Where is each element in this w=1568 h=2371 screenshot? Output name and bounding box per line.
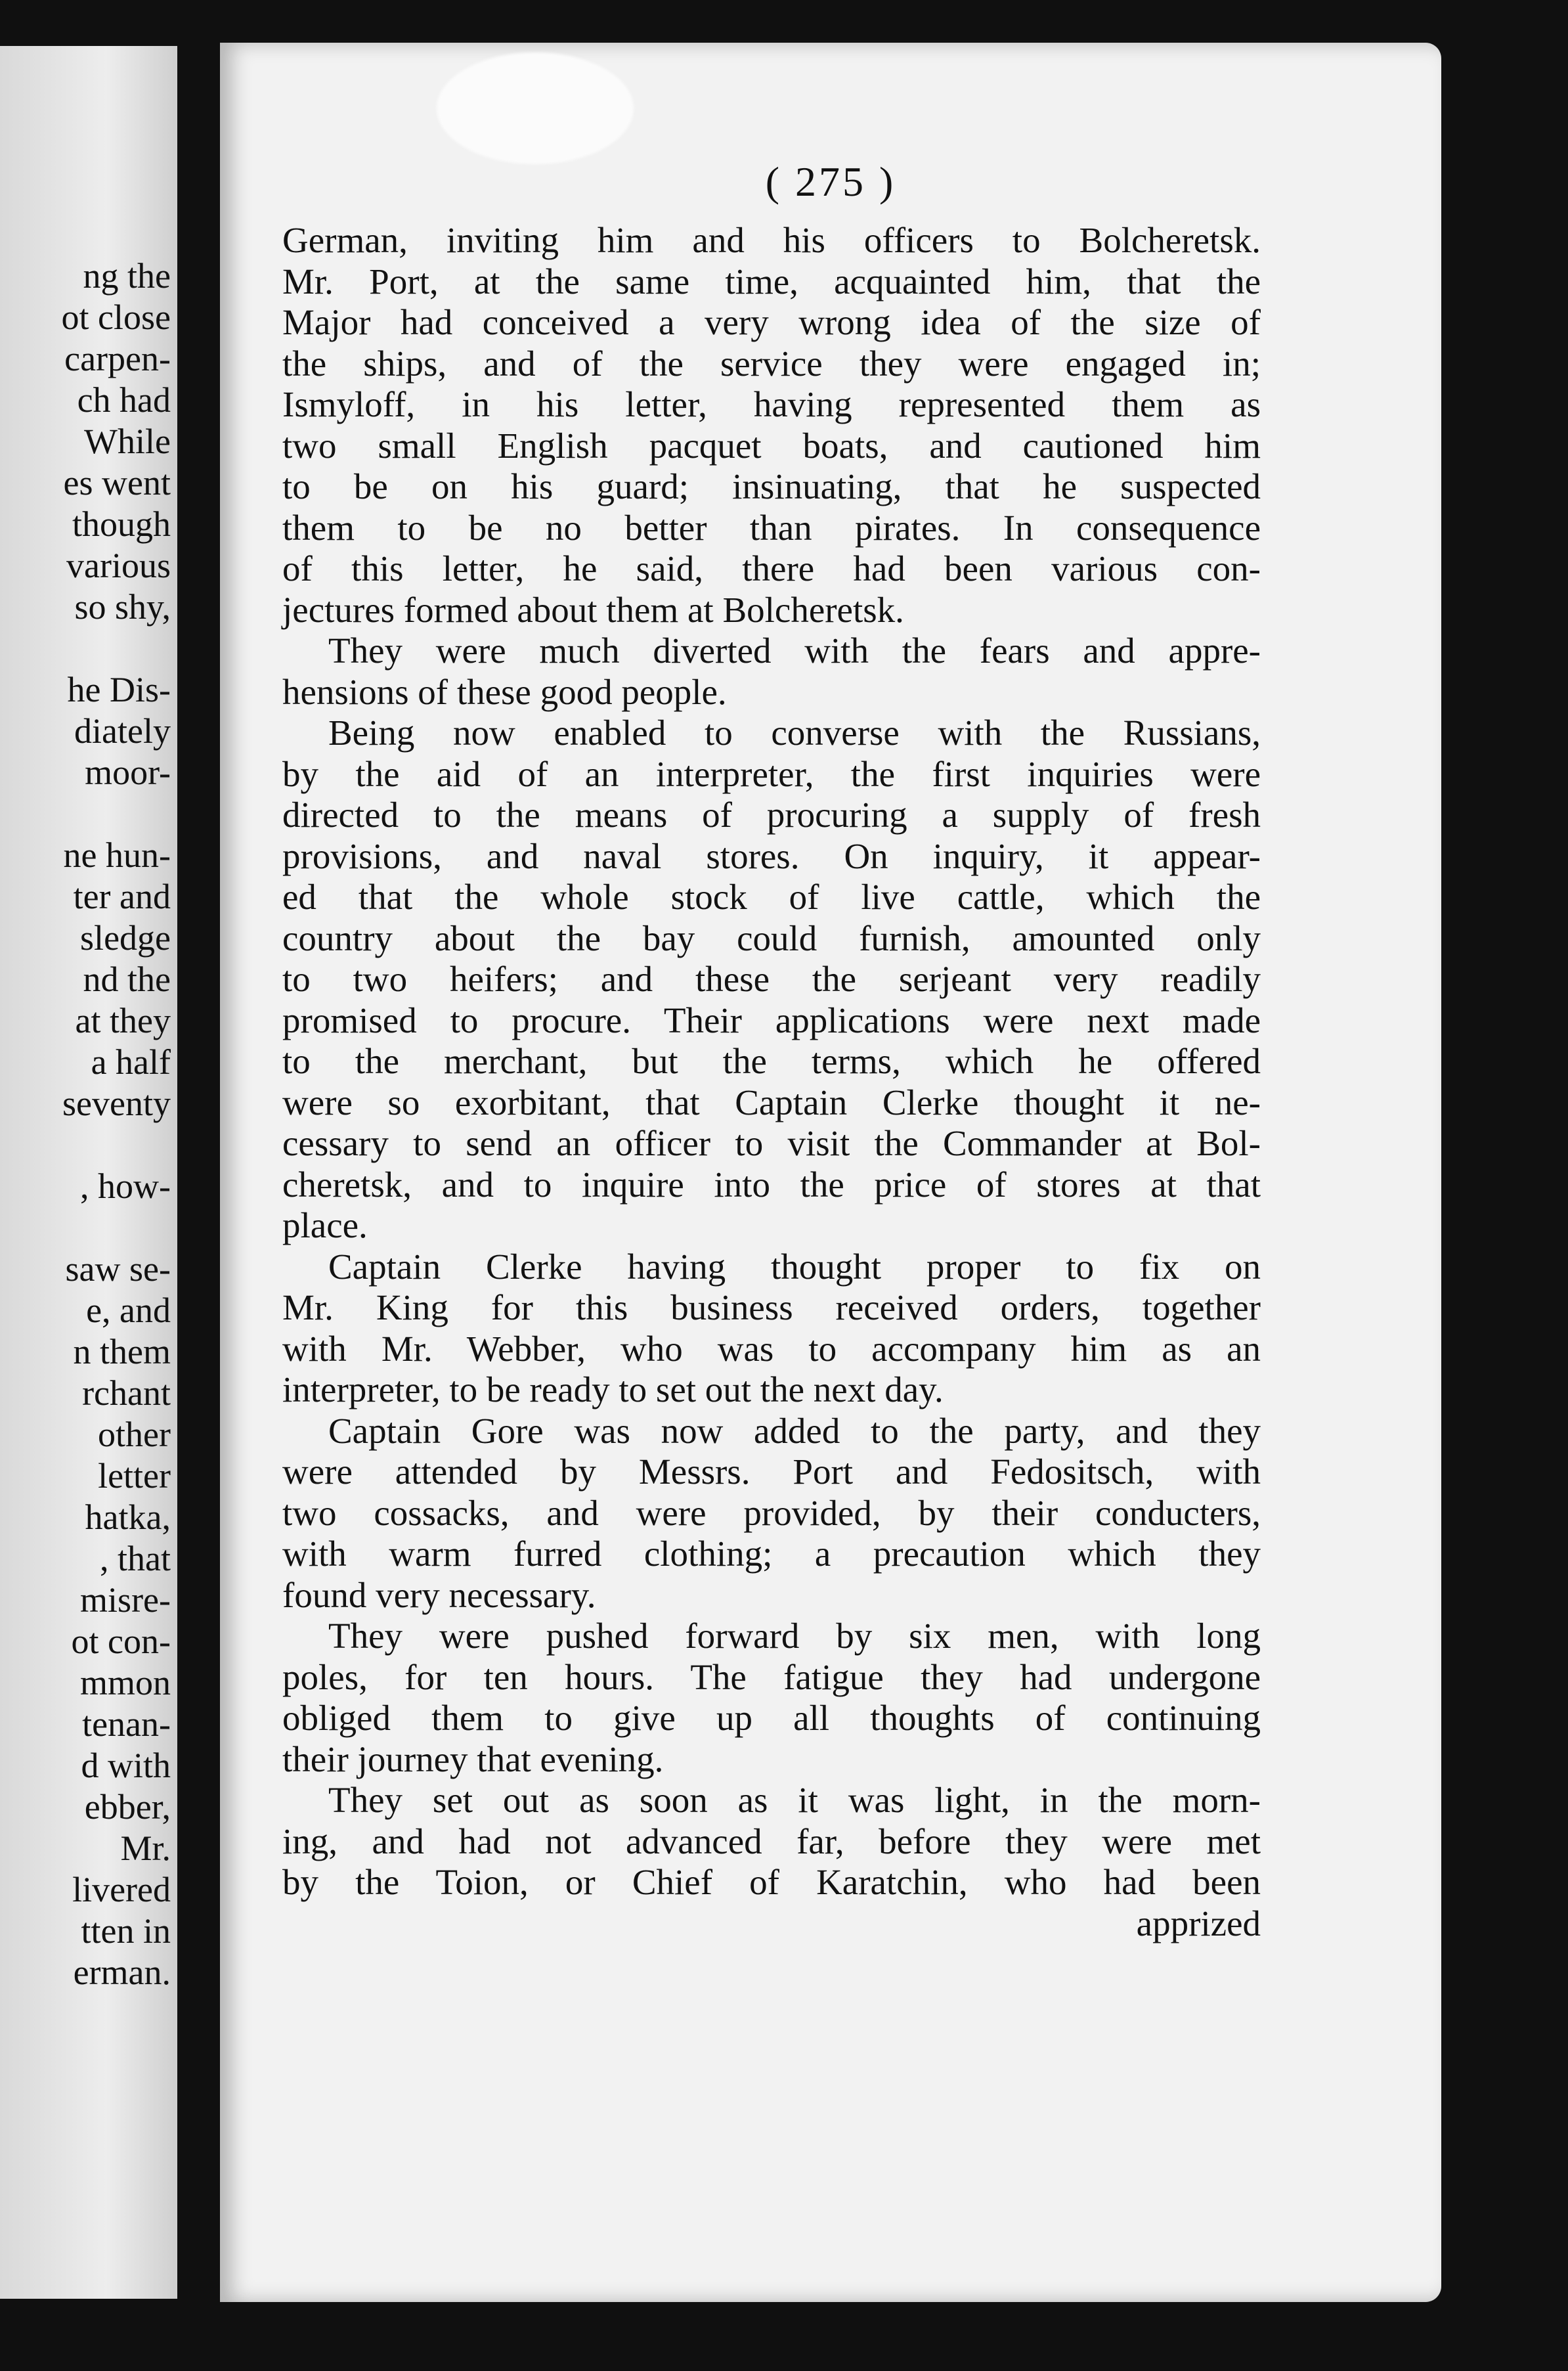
text-line: country about the bay could furnish, amounted only (282, 918, 1261, 958)
text-line: jectures formed about them at Bolcheretsk. (282, 589, 904, 630)
text-line: Mr. Port, at the same time, acquainted him, that the (282, 261, 1261, 301)
text-line: ed that the whole stock of live cattle, which the (282, 877, 1261, 917)
text-line: interpreter, to be ready to set out the next day. (282, 1369, 944, 1409)
text-line: Major had conceived a very wrong idea of the size of (282, 302, 1261, 342)
left-page-fragment: ch had (77, 380, 171, 420)
text-line: promised to procure. Their applications were next made (282, 1000, 1261, 1040)
left-page-fragment: tenan- (82, 1704, 171, 1744)
text-line: Being now enabled to converse with the Russians, (328, 713, 1261, 753)
left-page-fragment: d with (81, 1746, 171, 1785)
text-line: Captain Gore was now added to the party, and they (328, 1410, 1261, 1451)
text-line: ing, and had not advanced far, before they were met (282, 1821, 1261, 1861)
text-line: provisions, and naval stores. On inquiry, it appear- (282, 835, 1261, 876)
text-line: cessary to send an officer to visit the Commander at Bol- (282, 1123, 1261, 1163)
left-page-fragment: at they (75, 1001, 171, 1040)
left-page-fragment: es went (63, 463, 171, 502)
text-line: with Mr. Webber, who was to accompany him as an (282, 1328, 1261, 1369)
left-page-fragment: Mr. (120, 1828, 171, 1868)
text-line: of this letter, he said, there had been various con- (282, 548, 1261, 588)
text-line: cheretsk, and to inquire into the price of stores at that (282, 1164, 1261, 1205)
left-page-fragment: livered (72, 1870, 171, 1909)
text-line: Captain Clerke having thought proper to fix on (328, 1246, 1261, 1287)
text-line: They were much diverted with the fears and appre- (328, 631, 1261, 671)
text-line: by the aid of an interpreter, the first inquiries were (282, 753, 1261, 794)
left-page-fragment: n them (73, 1332, 171, 1371)
text-line: with warm furred clothing; a precaution which they (282, 1534, 1261, 1574)
left-page-fragment: , how- (80, 1166, 171, 1206)
left-page-fragment: a half (91, 1042, 171, 1082)
left-page-fragment: saw se- (65, 1249, 171, 1289)
text-line: to be on his guard; insinuating, that he suspected (282, 466, 1261, 506)
left-page-fragment: diately (74, 711, 171, 751)
text-line: Mr. King for this business received orders, together (282, 1287, 1261, 1327)
text-line: their journey that evening. (282, 1739, 664, 1779)
text-line: to two heifers; and these the serjeant very readily (282, 959, 1261, 999)
left-page-fragment: ter and (73, 877, 171, 916)
text-line: poles, for ten hours. The fatigue they had undergone (282, 1656, 1261, 1697)
left-page-fragment: moor- (85, 753, 171, 792)
text-line: obliged them to give up all thoughts of continuing (282, 1698, 1261, 1738)
text-line: They set out as soon as it was light, in the morn- (328, 1780, 1261, 1820)
left-page-fragment: ng the (83, 256, 171, 296)
page-number: ( 275 ) (765, 158, 896, 205)
right-page (220, 43, 1441, 2302)
text-line: hensions of these good people. (282, 671, 727, 712)
left-page-fragment: hatka, (85, 1497, 171, 1537)
left-page-fragment: sledge (80, 918, 171, 958)
left-page-fragment: , that (100, 1539, 171, 1578)
text-line: place. (282, 1205, 368, 1245)
text-line: found very necessary. (282, 1574, 596, 1615)
paper-blemish (437, 53, 634, 164)
catchword: apprized (1136, 1903, 1261, 1943)
left-page-fragment: so shy, (74, 587, 171, 627)
left-page-fragment: letter (98, 1456, 171, 1496)
left-page-fragment: mmon (79, 1663, 171, 1702)
text-line: two cossacks, and were provided, by their conducters, (282, 1492, 1261, 1533)
body-text (282, 220, 1261, 1944)
left-page-fragment: ot close (61, 298, 171, 337)
text-line: directed to the means of procuring a supply of fresh (282, 795, 1261, 835)
left-page-fragment: seventy (62, 1084, 171, 1123)
left-page (0, 46, 177, 2299)
text-line: were so exorbitant, that Captain Clerke thought it ne- (282, 1082, 1261, 1122)
left-page-fragment: erman. (73, 1953, 171, 1992)
text-line: They were pushed forward by six men, with long (328, 1616, 1261, 1656)
text-line: them to be no better than pirates. In consequence (282, 507, 1261, 548)
left-page-fragment: nd the (83, 960, 171, 999)
text-line: two small English pacquet boats, and cautioned him (282, 425, 1261, 466)
left-page-fragment: ot con- (71, 1622, 171, 1661)
left-page-fragment: he Dis- (67, 670, 171, 709)
left-page-fragment: While (84, 422, 171, 461)
left-page-fragment: ne hun- (63, 835, 171, 875)
left-page-fragment: ebber, (84, 1787, 171, 1827)
text-line: German, inviting him and his officers to Bolcheretsk. (282, 220, 1261, 260)
left-page-fragment: though (72, 504, 171, 544)
text-line: to the merchant, but the terms, which he offered (282, 1041, 1261, 1081)
text-line: the ships, and of the service they were engaged in; (282, 343, 1261, 384)
left-page-fragment: various (66, 546, 171, 585)
text-line: Ismyloff, in his letter, having represented them as (282, 384, 1261, 424)
left-page-fragment: e, and (86, 1291, 171, 1330)
left-page-fragment: carpen- (64, 339, 171, 378)
text-line: by the Toion, or Chief of Karatchin, who had been (282, 1862, 1261, 1902)
left-page-fragment: misre- (80, 1580, 171, 1620)
left-page-fragment: tten in (81, 1911, 171, 1951)
left-page-fragment: rchant (82, 1373, 171, 1413)
text-line: were attended by Messrs. Port and Fedositsch, with (282, 1451, 1261, 1492)
left-page-fragment: other (98, 1415, 171, 1454)
